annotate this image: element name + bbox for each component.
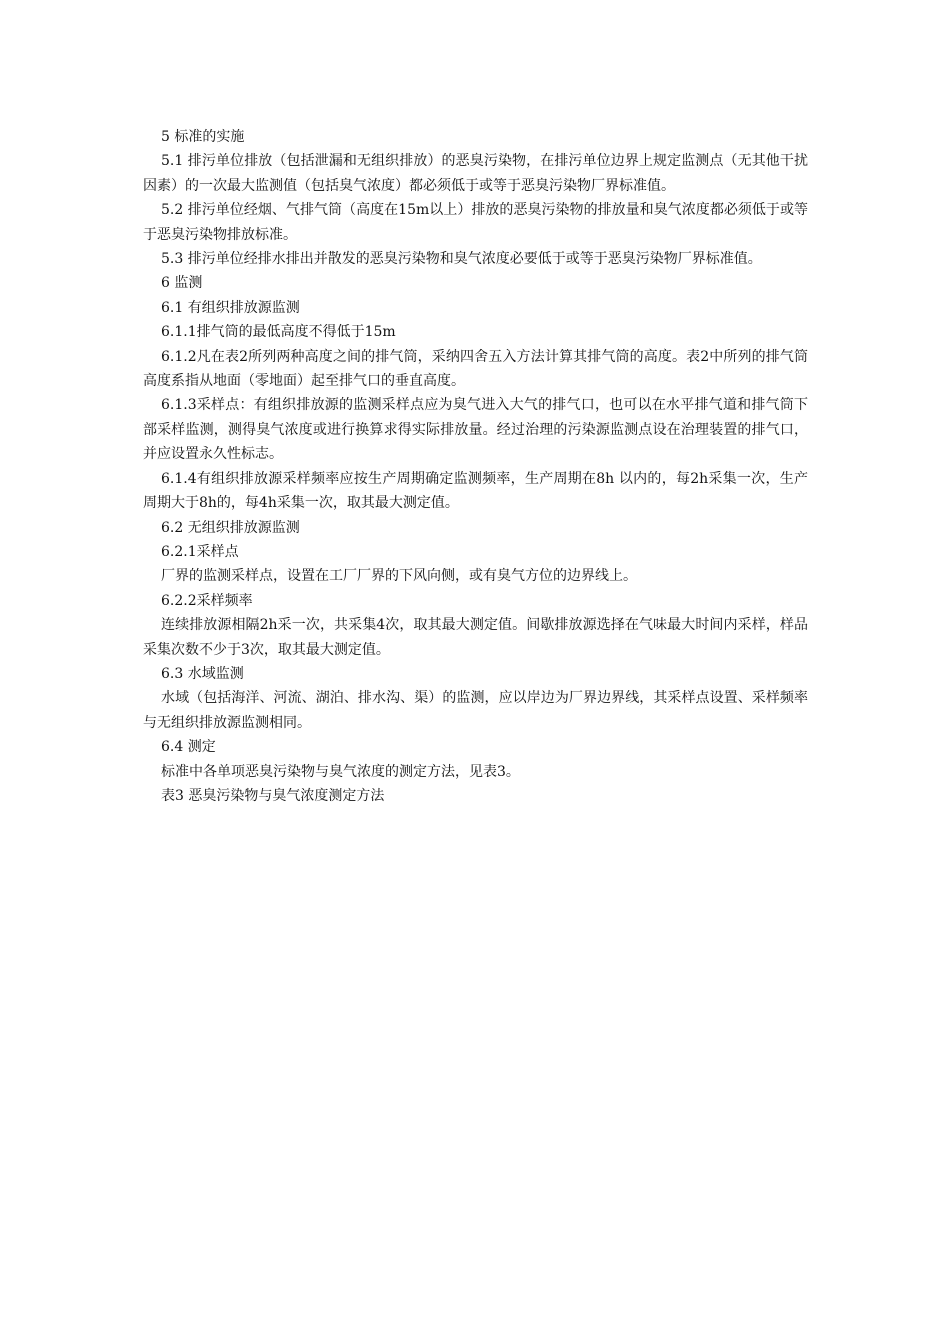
paragraph-6-2-1-heading: 6.2.1采样点 [161, 543, 239, 560]
paragraph-6-4-body: 标准中各单项恶臭污染物与臭气浓度的测定方法，见表3。 [161, 763, 520, 780]
paragraph-6-2-2-heading: 6.2.2采样频率 [161, 592, 253, 609]
document-body [143, 125, 808, 808]
subsection-heading-6-4: 6.4 测定 [161, 739, 216, 756]
paragraph-5-3: 5.3 排污单位经排水排出并散发的恶臭污染物和臭气浓度必要低于或等于恶臭污染物厂界标准值。 [161, 251, 762, 268]
subsection-heading-6-3: 6.3 水域监测 [161, 665, 244, 682]
paragraph-5-1: 5.1 排污单位排放（包括泄漏和无组织排放）的恶臭污染物，在排污单位边界上规定监测点（无其他干扰因素）的一次最大监测值（包括臭气浓度）都必须低于或等于恶臭污染物厂界标准值。 [143, 153, 808, 194]
subsection-heading-6-1: 6.1 有组织排放源监测 [161, 299, 300, 316]
paragraph-6-1-3: 6.1.3采样点：有组织排放源的监测采样点应为臭气进入大气的排气口，也可以在水平排气道和排气筒下部采样监测，测得臭气浓度或进行换算求得实际排放量。经过治理的污染源监测点设在治理装置的排气口，并应设置永久性标志。 [143, 397, 808, 463]
section-heading-6: 6 监测 [161, 275, 203, 292]
paragraph-6-1-2: 6.1.2凡在表2所列两种高度之间的排气筒，采纳四舍五入方法计算其排气筒的高度。表2中所列的排气筒高度系指从地面（零地面）起至排气口的垂直高度。 [143, 348, 808, 390]
section-heading-5: 5 标准的实施 [161, 129, 245, 145]
paragraph-5-2: 5.2 排污单位经烟、气排气筒（高度在15m以上）排放的恶臭污染物的排放量和臭气浓度都必须低于或等于恶臭污染物排放标准。 [143, 202, 808, 243]
table-3-caption: 表3 恶臭污染物与臭气浓度测定方法 [161, 787, 385, 804]
subsection-heading-6-2: 6.2 无组织排放源监测 [161, 519, 300, 536]
paragraph-6-2-1-body: 厂界的监测采样点，设置在工厂厂界的下风向侧，或有臭气方位的边界线上。 [161, 568, 637, 585]
paragraph-6-1-4: 6.1.4有组织排放源采样频率应按生产周期确定监测频率，生产周期在8h 以内的，每2h采集一次，生产周期大于8h的，每4h采集一次，取其最大测定值。 [143, 470, 808, 512]
paragraph-6-2-2-body: 连续排放源相隔2h采一次，共采集4次，取其最大测定值。间歇排放源选择在气味最大时间内采样，样品采集次数不少于3次，取其最大测定值。 [143, 617, 808, 658]
paragraph-6-1-1: 6.1.1排气筒的最低高度不得低于15m [161, 324, 396, 341]
paragraph-6-3-body: 水域（包括海洋、河流、湖泊、排水沟、渠）的监测，应以岸边为厂界边界线，其采样点设置、采样频率与无组织排放源监测相同。 [143, 690, 808, 731]
